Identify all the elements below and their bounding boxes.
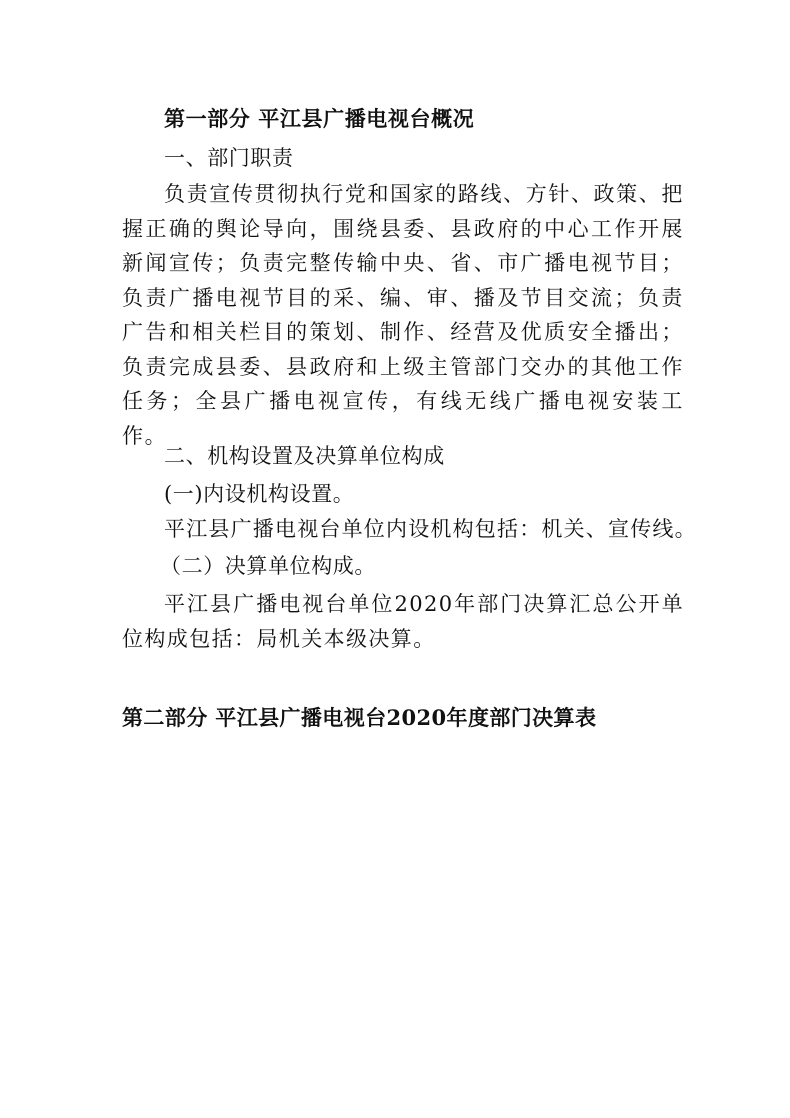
subsection1-heading: (一)内设机构设置。 — [164, 482, 355, 506]
subsection2-body: 平江县广播电视台单位2020年部门决算汇总公开单位构成包括：局机关本级决算。 — [122, 592, 684, 651]
part1-title: 第一部分 平江县广播电视台概况 — [164, 106, 475, 131]
section1-heading: 一、部门职责 — [164, 146, 294, 170]
part2-title: 第二部分 平江县广播电视台2020年度部门决算表 — [122, 705, 597, 730]
subsection2-heading: （二）决算单位构成。 — [160, 554, 376, 578]
section1-body: 负责宣传贯彻执行党和国家的路线、方针、政策、把握正确的舆论导向，围绕县委、县政府的中心工作开展新闻宣传；负责完整传输中央、省、市广播电视节目；负责广播电视节目的采、编、审、播及节目交流；负责广告和相关栏目的策划、制作、经营及优质安全播出；负责完成县委、县政府和上级主管部门交办的其他工作任务；全县广播电视宣传，有线无线广播电视安装工作。 — [122, 182, 684, 448]
section2-heading: 二、机构设置及决算单位构成 — [164, 444, 445, 468]
subsection1-body: 平江县广播电视台单位内设机构包括：机关、宣传线。 — [164, 517, 697, 541]
